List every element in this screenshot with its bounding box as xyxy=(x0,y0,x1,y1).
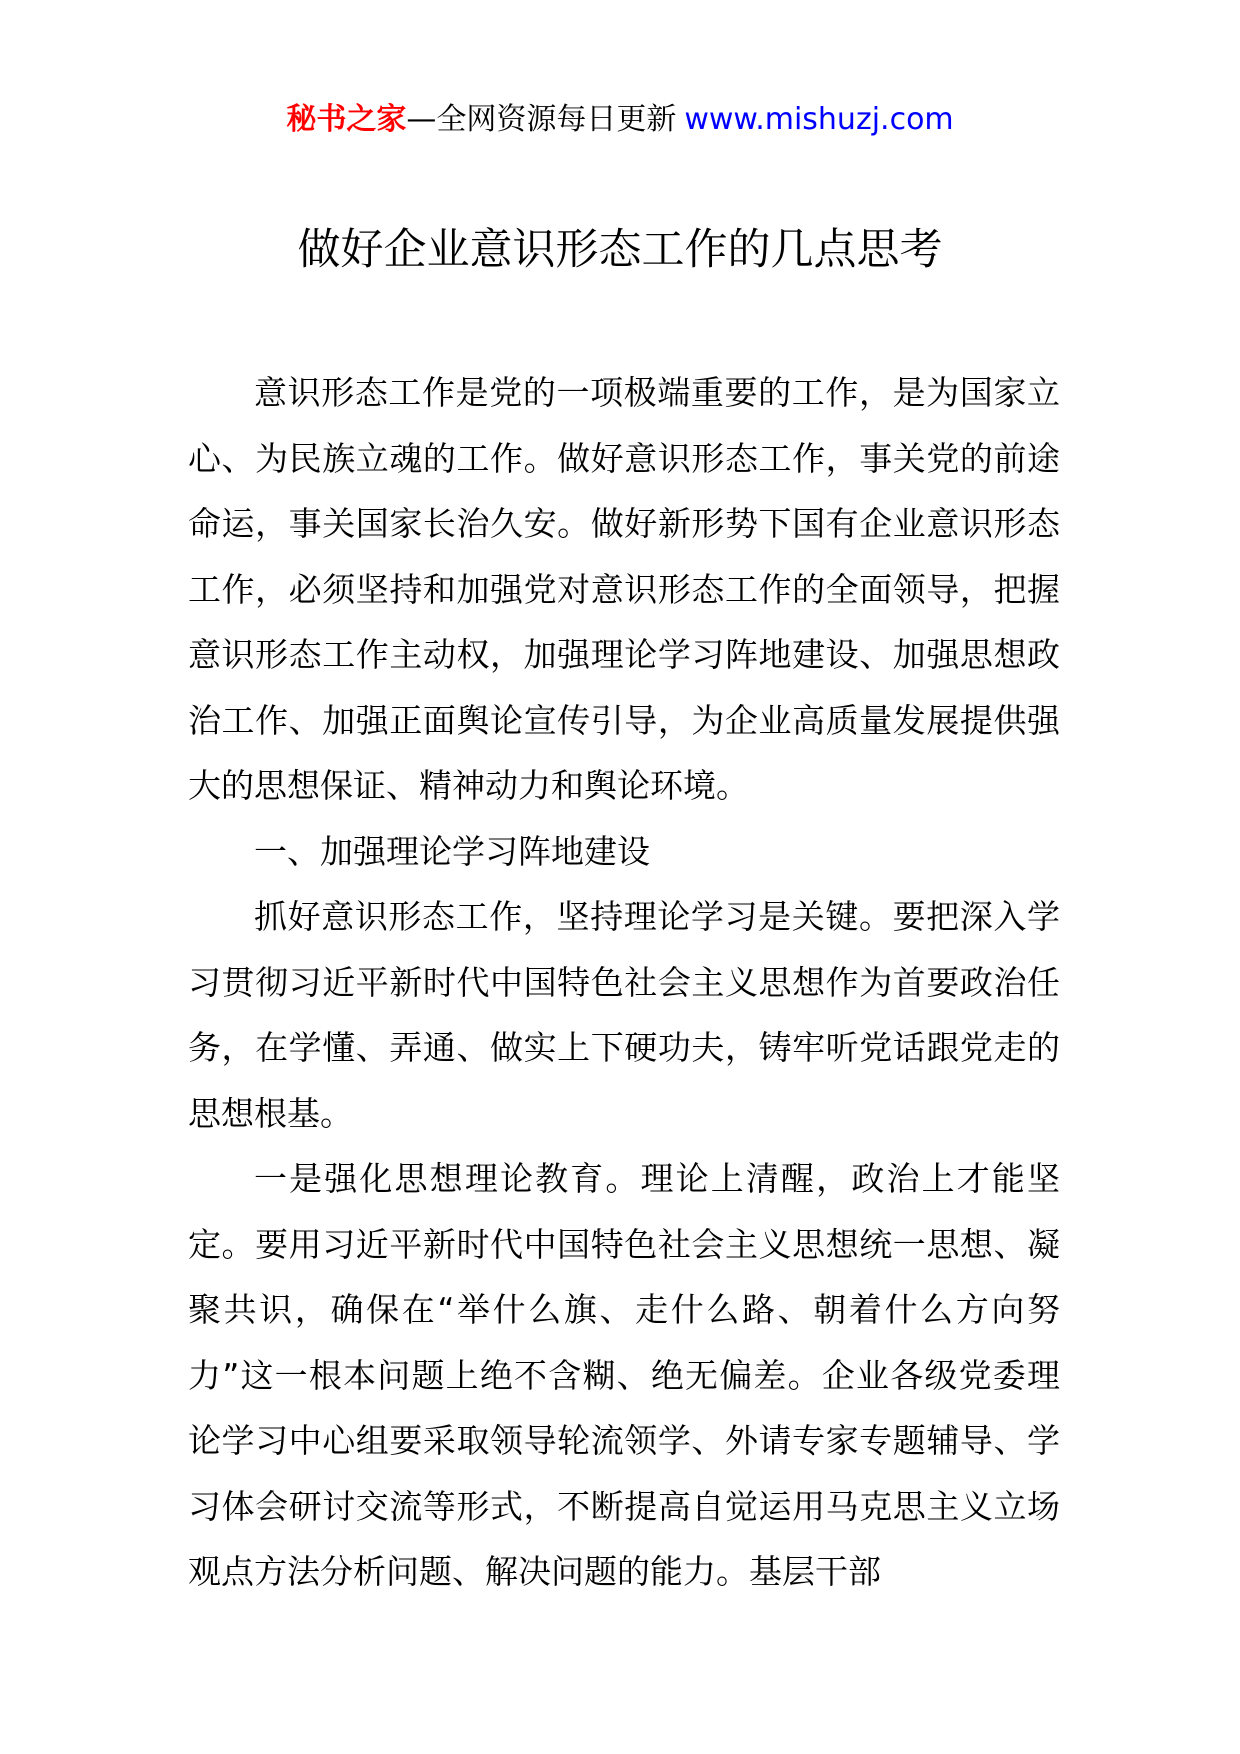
paragraph-section-1-intro: 抓好意识形态工作，坚持理论学习是关键。要把深入学习贯彻习近平新时代中国特色社会主义思想作为首要政治任务，在学懂、弄通、做实上下硬功夫，铸牢听党话跟党走的思想根基。 xyxy=(188,897,1060,1133)
site-header xyxy=(0,100,1240,140)
section-heading-1: 一、加强理论学习阵地建设 xyxy=(254,831,650,871)
site-url-link[interactable]: www.mishuzj.com xyxy=(684,102,954,137)
site-brand: 秘书之家 xyxy=(286,102,407,137)
document-body xyxy=(188,360,1060,1605)
paragraph-intro: 意识形态工作是党的一项极端重要的工作，是为国家立心、为民族立魂的工作。做好意识形态工作，事关党的前途命运，事关国家长治久安。做好新形势下国有企业意识形态工作，必须坚持和加强党对意识形态工作的全面领导，把握意识形态工作主动权，加强理论学习阵地建设、加强思想政治工作、加强正面舆论宣传引导，为企业高质量发展提供强大的思想保证、精神动力和舆论环境。 xyxy=(188,373,1060,805)
site-tagline: —全网资源每日更新 xyxy=(406,102,677,137)
document-title: 做好企业意识形态工作的几点思考 xyxy=(297,225,943,275)
paragraph-point-1: 一是强化思想理论教育。理论上清醒，政治上才能坚定。要用习近平新时代中国特色社会主义思想统一思想、凝聚共识，确保在“举什么旗、走什么路、朝着什么方向努力”这一根本问题上绝不含糊、绝无偏差。企业各级党委理论学习中心组要采取领导轮流领学、外请专家专题辅导、学习体会研讨交流等形式，不断提高自觉运用马克思主义立场观点方法分析问题、解决问题的能力。基层干部 xyxy=(188,1159,1060,1591)
